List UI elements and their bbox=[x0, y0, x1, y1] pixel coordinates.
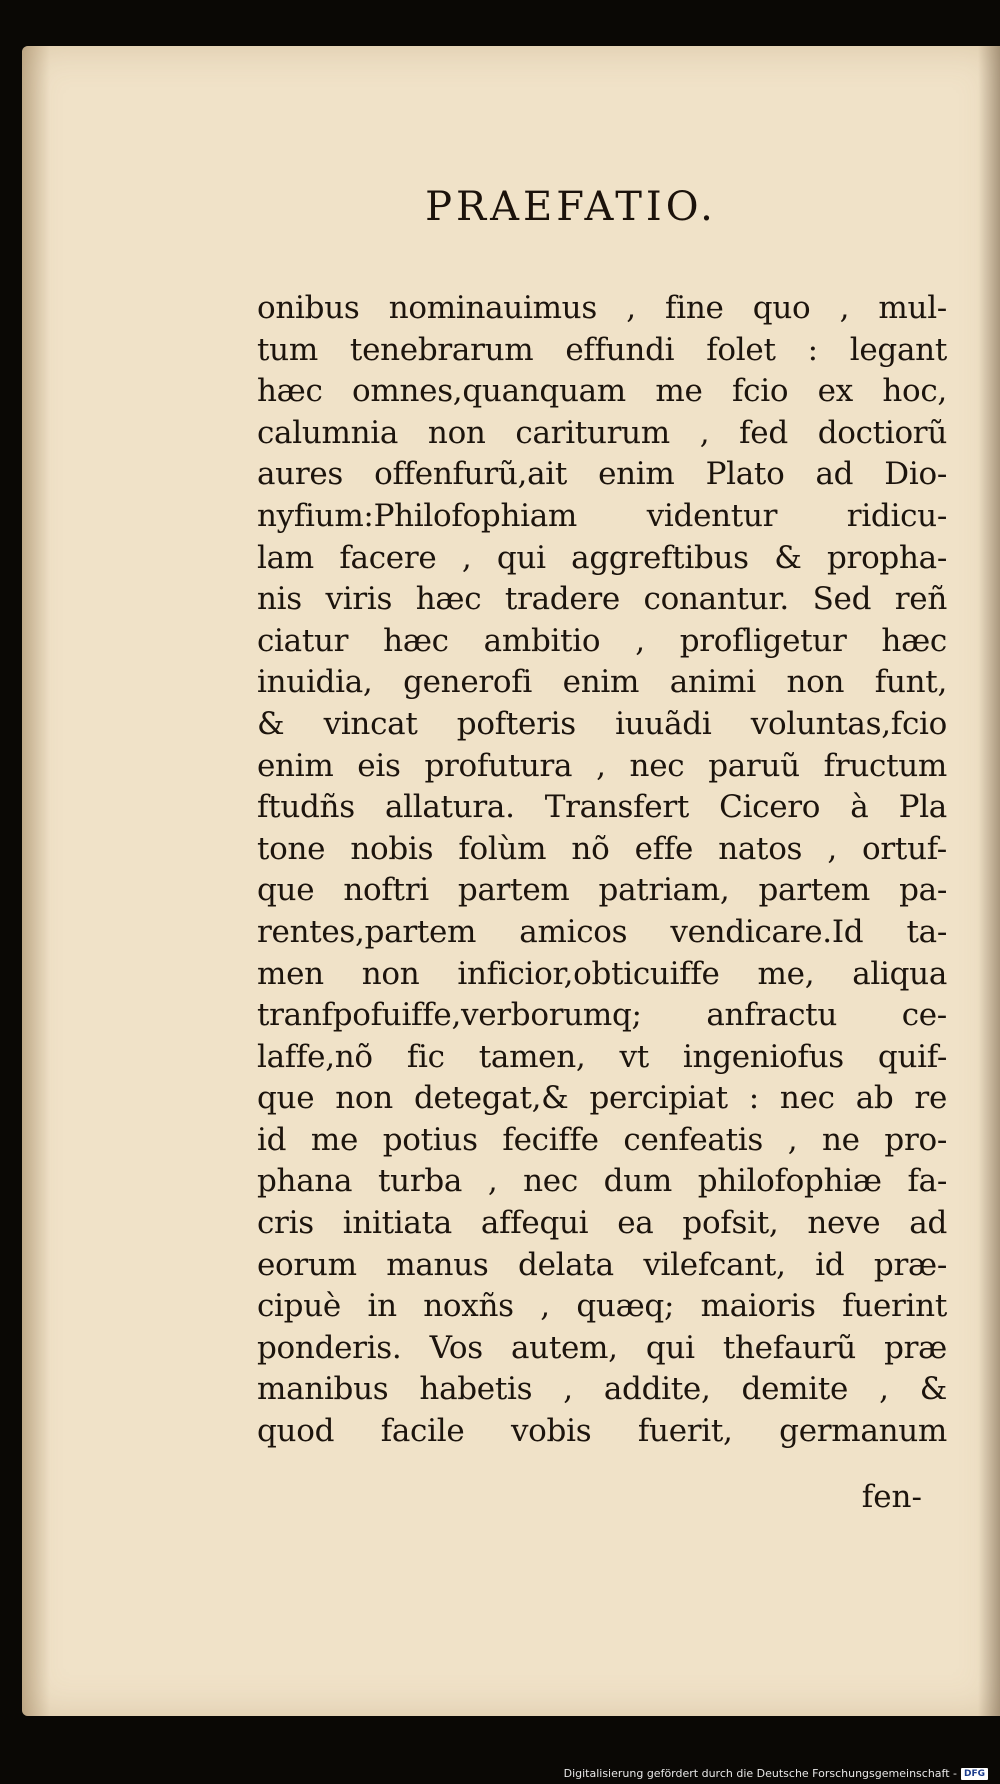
body-text bbox=[257, 288, 947, 1453]
text-line: aures offenfurũ,ait enim Plato ad Dio- bbox=[257, 456, 947, 493]
credit-text: Digitalisierung gefördert durch die Deutsche Forschungsgemeinschaft - bbox=[563, 1767, 957, 1780]
text-line: id me potius feciffe cenfeatis , ne pro- bbox=[257, 1121, 947, 1158]
text-line: tranfpofuiffe,verborumq; anfractu ce- bbox=[257, 997, 947, 1034]
text-line: lam facere , qui aggreftibus & propha- bbox=[257, 539, 947, 576]
text-line: onibus nominauimus , fine quo , mul- bbox=[257, 290, 947, 326]
page-edge-shadow bbox=[978, 46, 1000, 1716]
text-line: ftudñs allatura. Transfert Cicero à Pla bbox=[257, 789, 947, 826]
text-line: ponderis. Vos autem, qui thefaurũ præ bbox=[257, 1329, 947, 1366]
text-line: cris initiata affequi ea pofsit, neve ad bbox=[257, 1205, 947, 1242]
text-line: hæc omnes,quanquam me fcio ex hoc, bbox=[257, 373, 947, 410]
text-line: & vincat pofteris iuuãdi voluntas,fcio bbox=[257, 705, 947, 742]
text-line: que noftri partem patriam, partem pa- bbox=[257, 872, 947, 909]
text-line: phana turba , nec dum philofophiæ fa- bbox=[257, 1163, 947, 1200]
text-line: laffe,nõ fic tamen, vt ingeniofus quif- bbox=[257, 1038, 947, 1075]
page-gutter-shadow bbox=[22, 46, 50, 1716]
text-line: rentes,partem amicos vendicare.Id ta- bbox=[257, 913, 947, 950]
text-line: nis viris hæc tradere conantur. Sed reñ bbox=[257, 581, 947, 618]
text-line: ciatur hæc ambitio , profligetur hæc bbox=[257, 622, 947, 659]
text-line: enim eis profutura , nec paruũ fructum bbox=[257, 747, 947, 784]
text-line: quod facile vobis fuerit, germanum bbox=[257, 1413, 947, 1450]
dfg-logo: DFG bbox=[961, 1768, 988, 1780]
text-line: tone nobis folùm nõ effe natos , ortuf- bbox=[257, 830, 947, 867]
catchword: fen- bbox=[861, 1479, 922, 1515]
text-line: eorum manus delata vilefcant, id præ- bbox=[257, 1246, 947, 1283]
text-line: calumnia non cariturum , fed doctiorũ bbox=[257, 414, 947, 451]
text-line: men non inficior,obticuiffe me, aliqua bbox=[257, 955, 947, 992]
digitization-credit bbox=[564, 1767, 988, 1780]
text-line: manibus habetis , addite, demite , & bbox=[257, 1371, 947, 1408]
text-line: inuidia, generofi enim animi non funt, bbox=[257, 664, 947, 701]
book-page bbox=[22, 46, 1000, 1716]
running-head: PRAEFATIO. bbox=[425, 184, 717, 230]
text-line: cipuè in noxñs , quæq; maioris fuerint bbox=[257, 1288, 947, 1325]
text-line: tum tenebrarum effundi folet : legant bbox=[257, 331, 947, 368]
text-line: que non detegat,& percipiat : nec ab re bbox=[257, 1080, 947, 1117]
text-line: nyfium:Philofophiam videntur ridicu- bbox=[257, 497, 947, 534]
